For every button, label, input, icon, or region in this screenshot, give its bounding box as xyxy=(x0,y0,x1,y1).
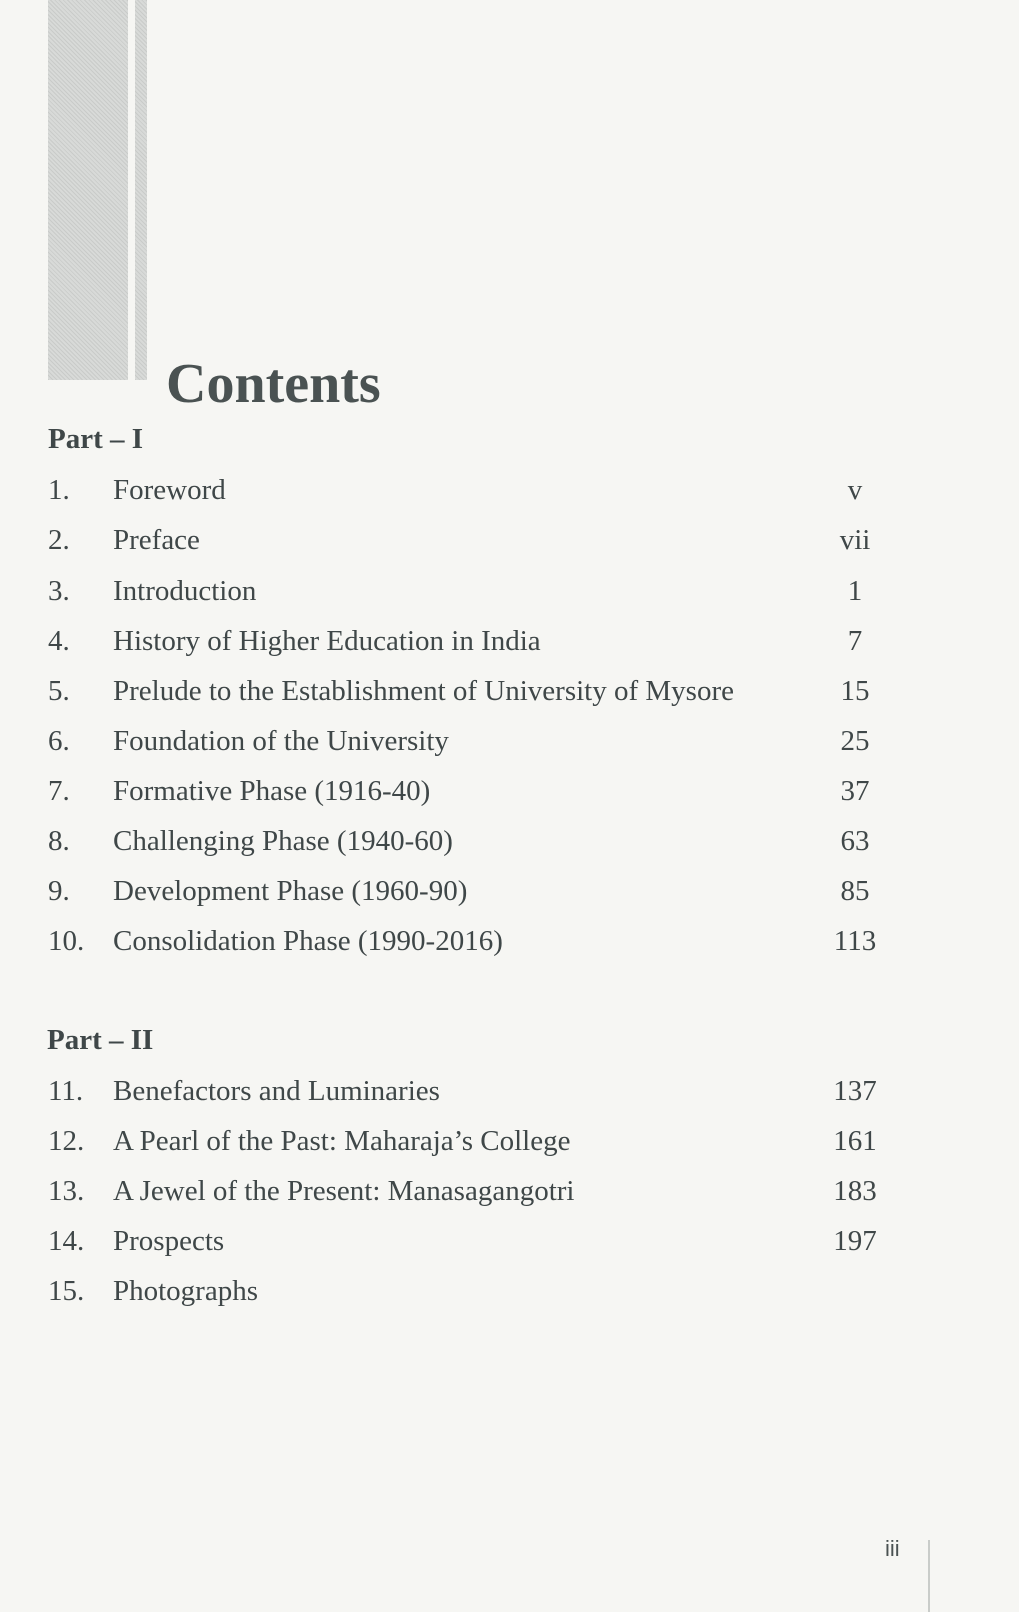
toc-entry-title: Prelude to the Establishment of University of Mysore xyxy=(113,675,734,707)
toc-entry-number: 2. xyxy=(48,524,70,556)
toc-entry-page: 137 xyxy=(833,1075,877,1107)
toc-entry-title: A Pearl of the Past: Maharaja’s College xyxy=(113,1125,571,1157)
toc-entry-number: 5. xyxy=(48,675,70,707)
toc-entry-number: 13. xyxy=(48,1175,85,1207)
toc-entry-number: 11. xyxy=(48,1075,84,1107)
toc-entry-number: 7. xyxy=(48,775,70,807)
toc-entry-page: 63 xyxy=(840,825,870,857)
toc-entry[interactable] xyxy=(0,924,1019,958)
header-decoration-block xyxy=(48,0,128,380)
toc-entry[interactable] xyxy=(0,874,1019,908)
toc-entry[interactable] xyxy=(0,1174,1019,1208)
toc-entry-title: Development Phase (1960-90) xyxy=(113,875,468,907)
toc-entry-number: 12. xyxy=(48,1125,85,1157)
toc-entry[interactable] xyxy=(0,523,1019,557)
toc-entry-title: Photographs xyxy=(113,1275,258,1307)
toc-entry[interactable] xyxy=(0,1124,1019,1158)
toc-entry-title: Introduction xyxy=(113,575,257,607)
toc-entry-title: Formative Phase (1916-40) xyxy=(113,775,431,807)
toc-entry-page: 7 xyxy=(847,625,863,657)
toc-entry-number: 10. xyxy=(48,925,85,957)
toc-entry-title: Prospects xyxy=(113,1225,225,1257)
page-title: Contents xyxy=(166,352,381,415)
toc-entry-title: A Jewel of the Present: Manasagangotri xyxy=(113,1175,575,1207)
toc-entry-number: 1. xyxy=(48,474,70,506)
toc-entry-number: 15. xyxy=(48,1275,85,1307)
toc-entry[interactable] xyxy=(0,574,1019,608)
toc-entry[interactable] xyxy=(0,1074,1019,1108)
toc-entry-number: 14. xyxy=(48,1225,85,1257)
toc-entry-page: 113 xyxy=(833,925,877,957)
toc-entry[interactable] xyxy=(0,774,1019,808)
toc-entry-number: 3. xyxy=(48,575,70,607)
toc-entry[interactable] xyxy=(0,1274,1019,1308)
header-decoration-strip xyxy=(135,0,147,380)
toc-entry-title: Consolidation Phase (1990-2016) xyxy=(113,925,503,957)
toc-entry-page: 161 xyxy=(833,1125,877,1157)
page-number: iii xyxy=(885,1536,900,1561)
toc-entry-page: 15 xyxy=(840,675,870,707)
toc-entry-page: 1 xyxy=(847,575,863,607)
toc-entry-page: 197 xyxy=(833,1225,877,1257)
part-heading-1: Part – I xyxy=(48,423,144,455)
toc-entry-title: Preface xyxy=(113,524,200,556)
toc-entry[interactable] xyxy=(0,674,1019,708)
part-heading-2: Part – II xyxy=(47,1024,154,1056)
toc-entry[interactable] xyxy=(0,1224,1019,1258)
toc-entry[interactable] xyxy=(0,824,1019,858)
toc-entry[interactable] xyxy=(0,724,1019,758)
toc-entry-number: 9. xyxy=(48,875,70,907)
toc-entry-title: History of Higher Education in India xyxy=(113,625,541,657)
toc-entry-title: Benefactors and Luminaries xyxy=(113,1075,440,1107)
toc-entry[interactable] xyxy=(0,624,1019,658)
toc-entry-number: 4. xyxy=(48,625,70,657)
toc-entry-title: Foundation of the University xyxy=(113,725,449,757)
toc-entry-title: Foreword xyxy=(113,474,226,506)
page-edge-line xyxy=(928,1540,930,1612)
toc-entry[interactable] xyxy=(0,473,1019,507)
toc-entry-page: 183 xyxy=(833,1175,877,1207)
toc-entry-page: 25 xyxy=(840,725,870,757)
toc-entry-page: 85 xyxy=(840,875,870,907)
toc-entry-number: 8. xyxy=(48,825,70,857)
toc-entry-number: 6. xyxy=(48,725,70,757)
toc-entry-page: v xyxy=(847,474,863,506)
toc-entry-title: Challenging Phase (1940-60) xyxy=(113,825,453,857)
toc-entry-page: vii xyxy=(839,524,871,556)
toc-entry-page: 37 xyxy=(840,775,870,807)
